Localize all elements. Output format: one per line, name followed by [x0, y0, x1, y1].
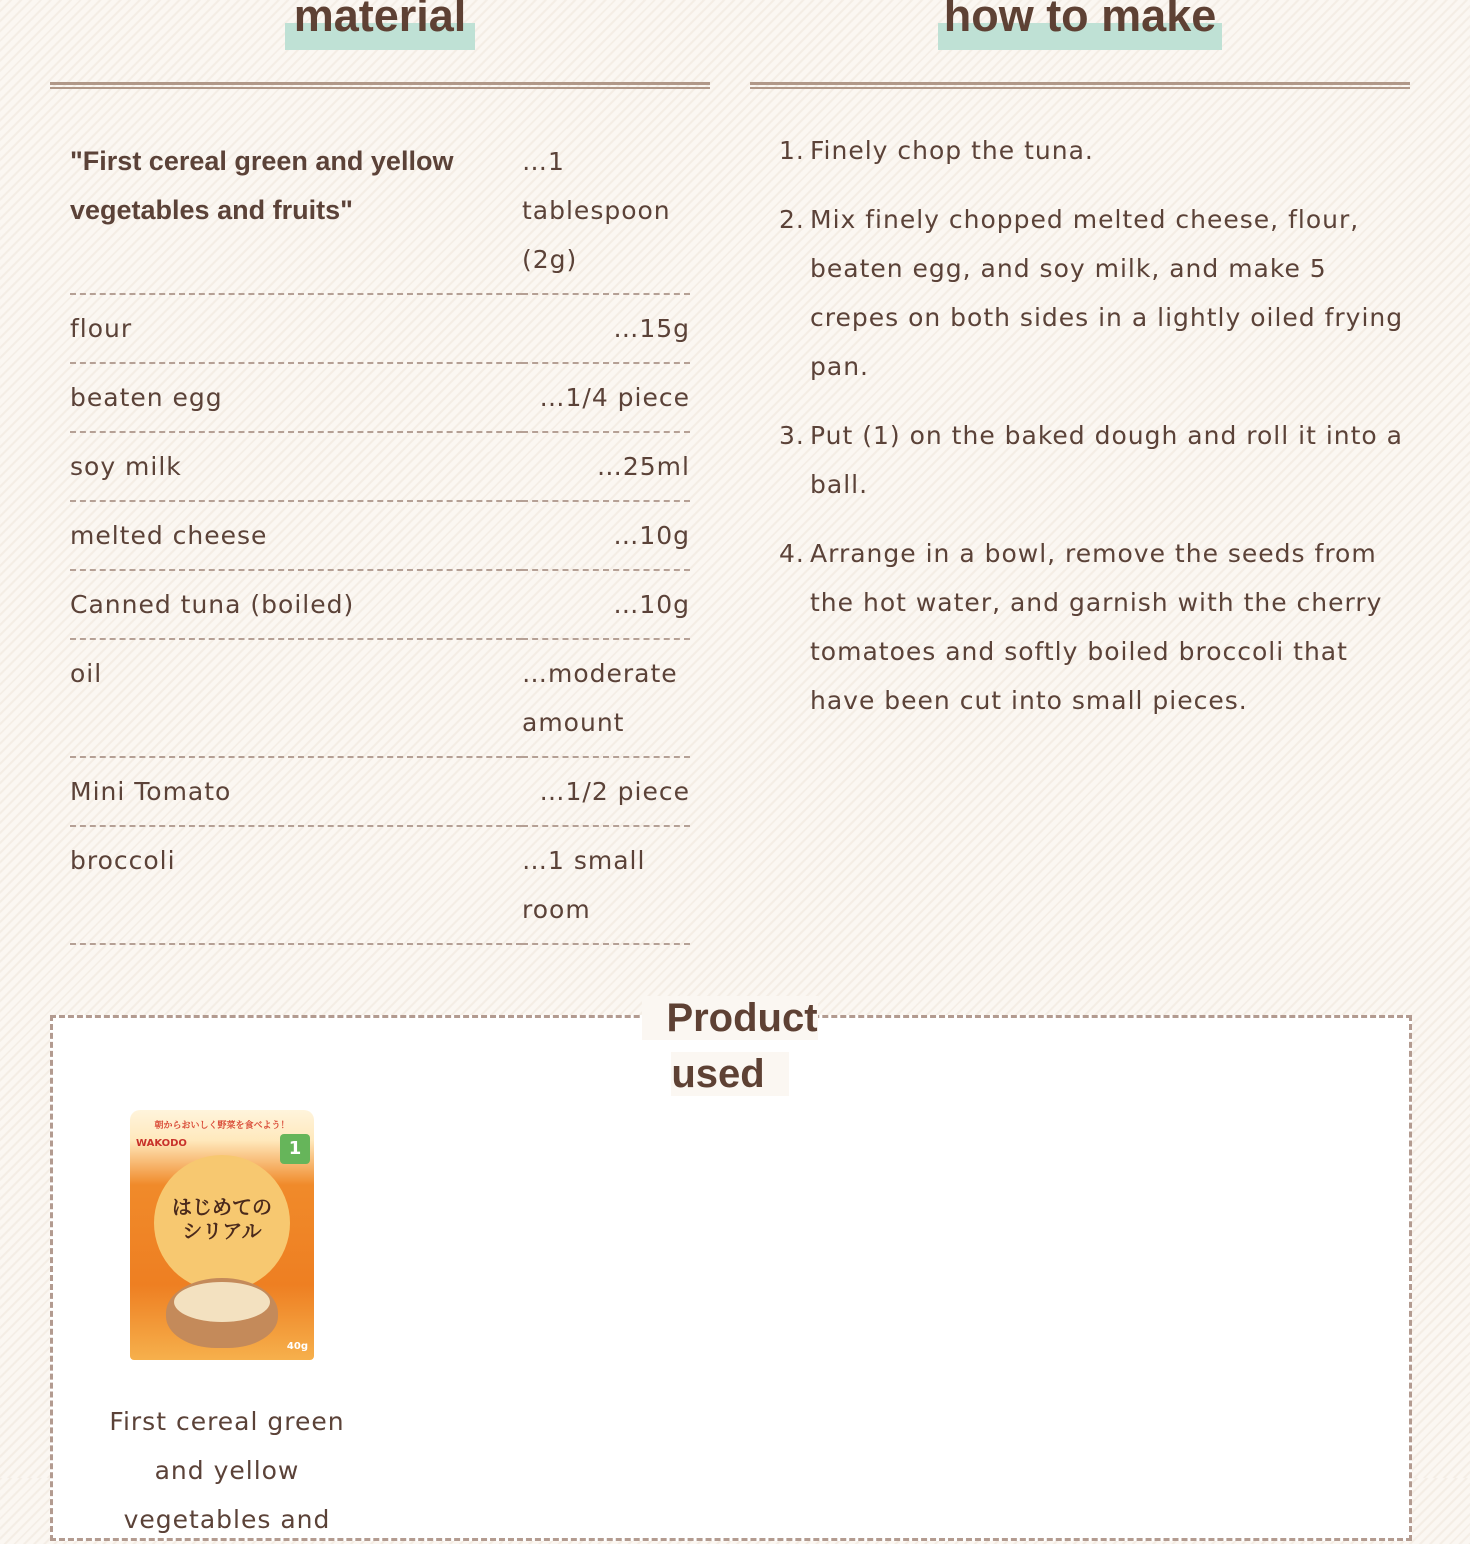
steps-list	[780, 126, 1422, 745]
ingredient-amount: …moderate amount	[522, 659, 678, 737]
step-item	[779, 195, 1422, 391]
package-brand: WAKODO	[136, 1138, 187, 1149]
ingredient-name: melted cheese	[70, 521, 268, 550]
step-number: 4.	[779, 539, 805, 568]
package-title-line1: はじめての	[172, 1195, 272, 1219]
ingredient-amount: …25ml	[596, 452, 690, 481]
ingredient-row	[70, 639, 690, 757]
step-number: 3.	[779, 421, 805, 450]
step-number: 2.	[779, 205, 805, 234]
ingredient-row	[70, 501, 690, 570]
ingredient-amount: …10g	[613, 590, 690, 619]
step-item	[779, 411, 1422, 509]
how-to-make-heading	[750, 0, 1410, 80]
step-item	[779, 126, 1422, 175]
step-item	[779, 529, 1422, 725]
step-text: Mix finely chopped melted cheese, flour, beaten egg, and soy milk, and make 5 crepes on both sides in a lightly oiled frying pan.	[810, 205, 1404, 381]
ingredient-row	[70, 757, 690, 826]
package-title	[160, 1195, 284, 1243]
ingredient-row	[70, 570, 690, 639]
material-divider	[50, 82, 710, 89]
ingredient-name: soy milk	[70, 452, 182, 481]
ingredient-amount: …1 small room	[522, 846, 646, 924]
ingredient-row	[70, 128, 690, 294]
ingredient-name: flour	[70, 314, 133, 343]
package-age-badge: 1	[280, 1134, 310, 1164]
ingredient-row	[70, 363, 690, 432]
step-number: 1.	[779, 136, 805, 165]
material-heading	[50, 0, 710, 80]
ingredient-name: oil	[70, 659, 103, 688]
product-used-title-text: Product used	[642, 996, 817, 1096]
product-used-title	[585, 990, 875, 1096]
ingredient-amount: …1/2 piece	[539, 777, 690, 806]
product-image[interactable]	[130, 1110, 314, 1360]
ingredient-amount: …1/4 piece	[539, 383, 690, 412]
material-section	[50, 0, 710, 924]
how-to-make-heading-text: how to make	[943, 0, 1217, 41]
ingredient-name: "First cereal green and yellow vegetables and fruits"	[70, 146, 454, 225]
step-text: Put (1) on the baked dough and roll it into a ball.	[810, 421, 1403, 499]
ingredient-row	[70, 294, 690, 363]
ingredients-table	[70, 128, 690, 945]
package-tagline: 朝からおいしく野菜を食べよう！	[154, 1121, 290, 1131]
how-to-make-divider	[750, 82, 1410, 89]
step-text: Arrange in a bowl, remove the seeds from the hot water, and garnish with the cherry tomatoes and softly boiled broccoli that have been cut into small pieces.	[810, 539, 1383, 715]
how-to-make-section	[750, 0, 1410, 715]
ingredient-amount: …1 tablespoon (2g)	[522, 147, 671, 274]
ingredient-row	[70, 826, 690, 944]
package-cereal	[174, 1282, 270, 1322]
ingredient-amount: …10g	[613, 521, 690, 550]
ingredient-name: beaten egg	[70, 383, 223, 412]
ingredient-name: broccoli	[70, 846, 176, 875]
ingredient-row	[70, 432, 690, 501]
ingredient-amount: …15g	[613, 314, 690, 343]
ingredient-name: Mini Tomato	[70, 777, 232, 806]
ingredient-name: Canned tuna (boiled)	[70, 590, 355, 619]
product-name-link[interactable]: First cereal green and yellow vegetables and	[109, 1407, 345, 1534]
step-text: Finely chop the tuna.	[810, 136, 1094, 165]
material-heading-text: material	[293, 0, 467, 41]
package-weight: 40g	[286, 1341, 308, 1352]
package-title-line2: シリアル	[182, 1219, 262, 1243]
